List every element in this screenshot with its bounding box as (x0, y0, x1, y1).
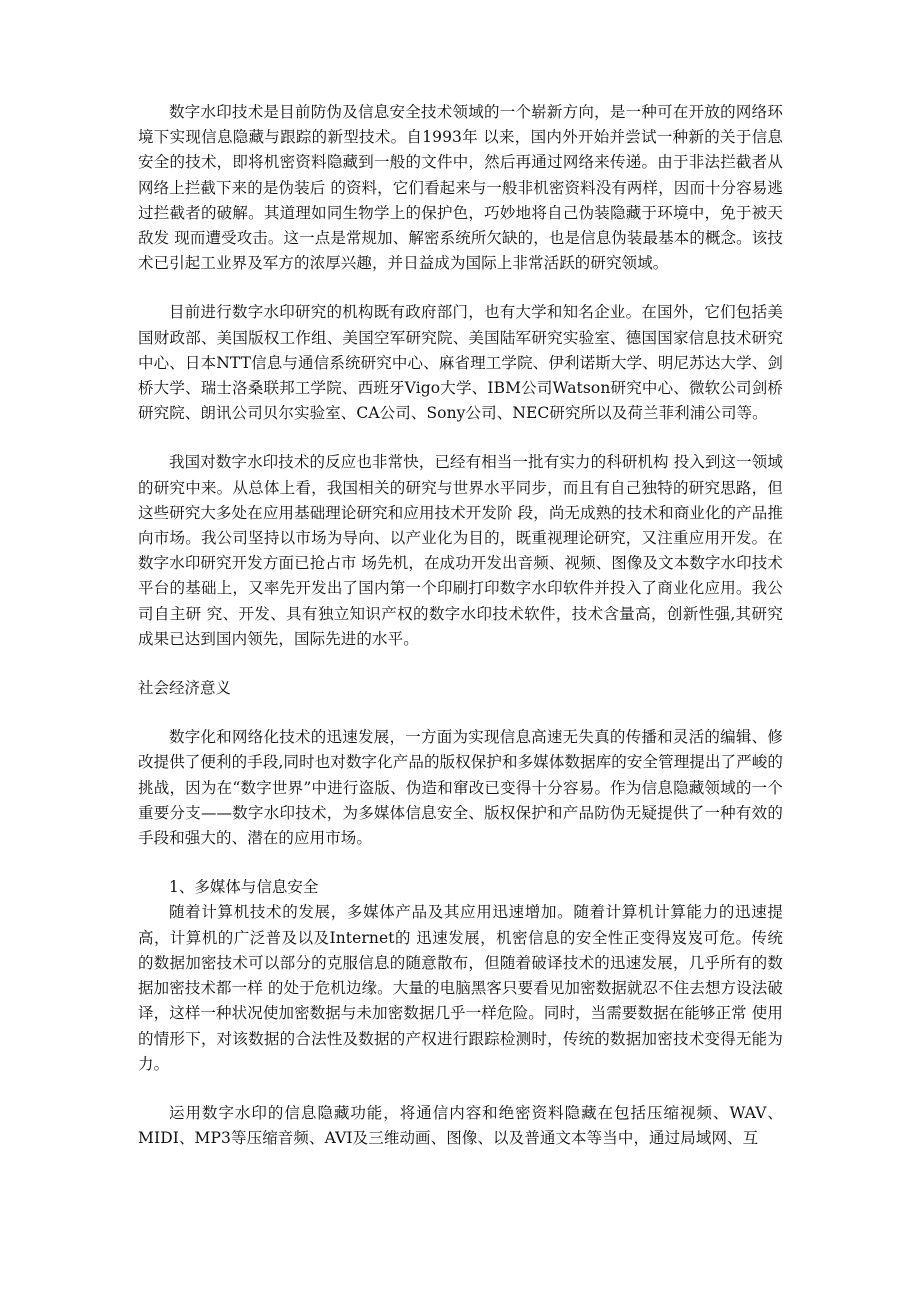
section-heading: 社会经济意义 (138, 679, 232, 698)
subsection-heading: 1、多媒体与信息安全 (169, 878, 319, 897)
document-page (138, 100, 783, 1151)
paragraph-hiding-function: 运用数字水印的信息隐藏功能，将通信内容和绝密资料隐藏在包括压缩视频、WAV、MIDI、MP3等压缩音频、AVI及三维动画、图像、以及普通文本等当中，通过局域网、互 (138, 1103, 783, 1148)
paragraph-gap (138, 652, 783, 676)
paragraph-gap (138, 1077, 783, 1101)
paragraph-gap (138, 426, 783, 450)
paragraph-research-institutions: 目前进行数字水印研究的机构既有政府部门，也有大学和知名企业。在国外，它们包括美国财政部、美国版权工作组、美国空军研究院、美国陆军研究实验室、德国国家信息技术研究中心、日本NTT信息与通信系统研究中心、麻省理工学院、伊利诺斯大学、明尼苏达大学、剑桥大学、瑞士洛桑联邦工学院、西班牙Vigo大学、IBM公司Watson研究中心、微软公司剑桥研究院、朗讯公司贝尔实验室、CA公司、Sony公司、NEC研究所以及荷兰菲利浦公司等。 (138, 303, 783, 423)
paragraph-social-significance: 数字化和网络化技术的迅速发展，一方面为实现信息高速无失真的传播和灵活的编辑、修改提供了便利的手段,同时也对数字化产品的版权保护和多媒体数据库的安全管理提出了严峻的挑战，因为在“数字世界”中进行盗版、伪造和窜改已变得十分容易。作为信息隐藏领域的一个重要分支——数字水印技术，为多媒体信息安全、版权保护和产品防伪无疑提供了一种有效的手段和强大的、潜在的应用市场。 (138, 728, 783, 848)
paragraph-gap (138, 276, 783, 300)
paragraph-gap (138, 701, 783, 725)
paragraph-domestic-research: 我国对数字水印技术的反应也非常快，已经有相当一批有实力的科研机构 投入到这一领域的研究中来。从总体上看，我国相关的研究与世界水平同步，而且有自己独特的研究思路，但这些研究大多处在应用基础理论研究和应用技术开发阶 段，尚无成熟的技术和商业化的产品推向市场。我公司坚持以市场为导向、以产业化为目的，既重视理论研究，又注重应用开发。在数字水印研究开发方面已抢占市 场先机，在成功开发出音频、视频、图像及文本数字水印技术平台的基础上，又率先开发出了国内第一个印刷打印数字水印软件并投入了商业化应用。我公司自主研 究、开发、具有独立知识产权的数字水印技术软件，技术含量高，创新性强,其研究成果已达到国内领先，国际先进的水平。 (138, 453, 783, 648)
paragraph-gap (138, 851, 783, 875)
paragraph-multimedia-security: 随着计算机技术的发展，多媒体产品及其应用迅速增加。随着计算机计算能力的迅速提高，计算机的广泛普及以及Internet的 迅速发展，机密信息的安全性正变得岌岌可危。传统的数据加密技术可以部分的克服信息的随意散布，但随着破译技术的迅速发展，几乎所有的数据加密技术都一样 的处于危机边缘。大量的电脑黑客只要看见加密数据就忍不住去想方设法破译，这样一种状况使加密数据与未加密数据几乎一样危险。同时，当需要数据在能够正常 使用的情形下，对该数据的合法性及数据的产权进行跟踪检测时，传统的数据加密技术变得无能为力。 (138, 903, 783, 1073)
paragraph-watermark-intro: 数字水印技术是目前防伪及信息安全技术领域的一个崭新方向，是一种可在开放的网络环境下实现信息隐藏与跟踪的新型技术。自1993年 以来，国内外开始并尝试一种新的关于信息安全的技术，即将机密资料隐藏到一般的文件中，然后再通过网络来传递。由于非法拦截者从网络上拦截下来的是伪装后 的资料，它们看起来与一般非机密资料没有两样，因而十分容易逃过拦截者的破解。其道理如同生物学上的保护色，巧妙地将自己伪装隐藏于环境中，免于被天敌发 现而遭受攻击。这一点是常规加、解密系统所欠缺的，也是信息伪装最基本的概念。该技术已引起工业界及军方的浓厚兴趣，并日益成为国际上非常活跃的研究领域。 (138, 103, 783, 273)
